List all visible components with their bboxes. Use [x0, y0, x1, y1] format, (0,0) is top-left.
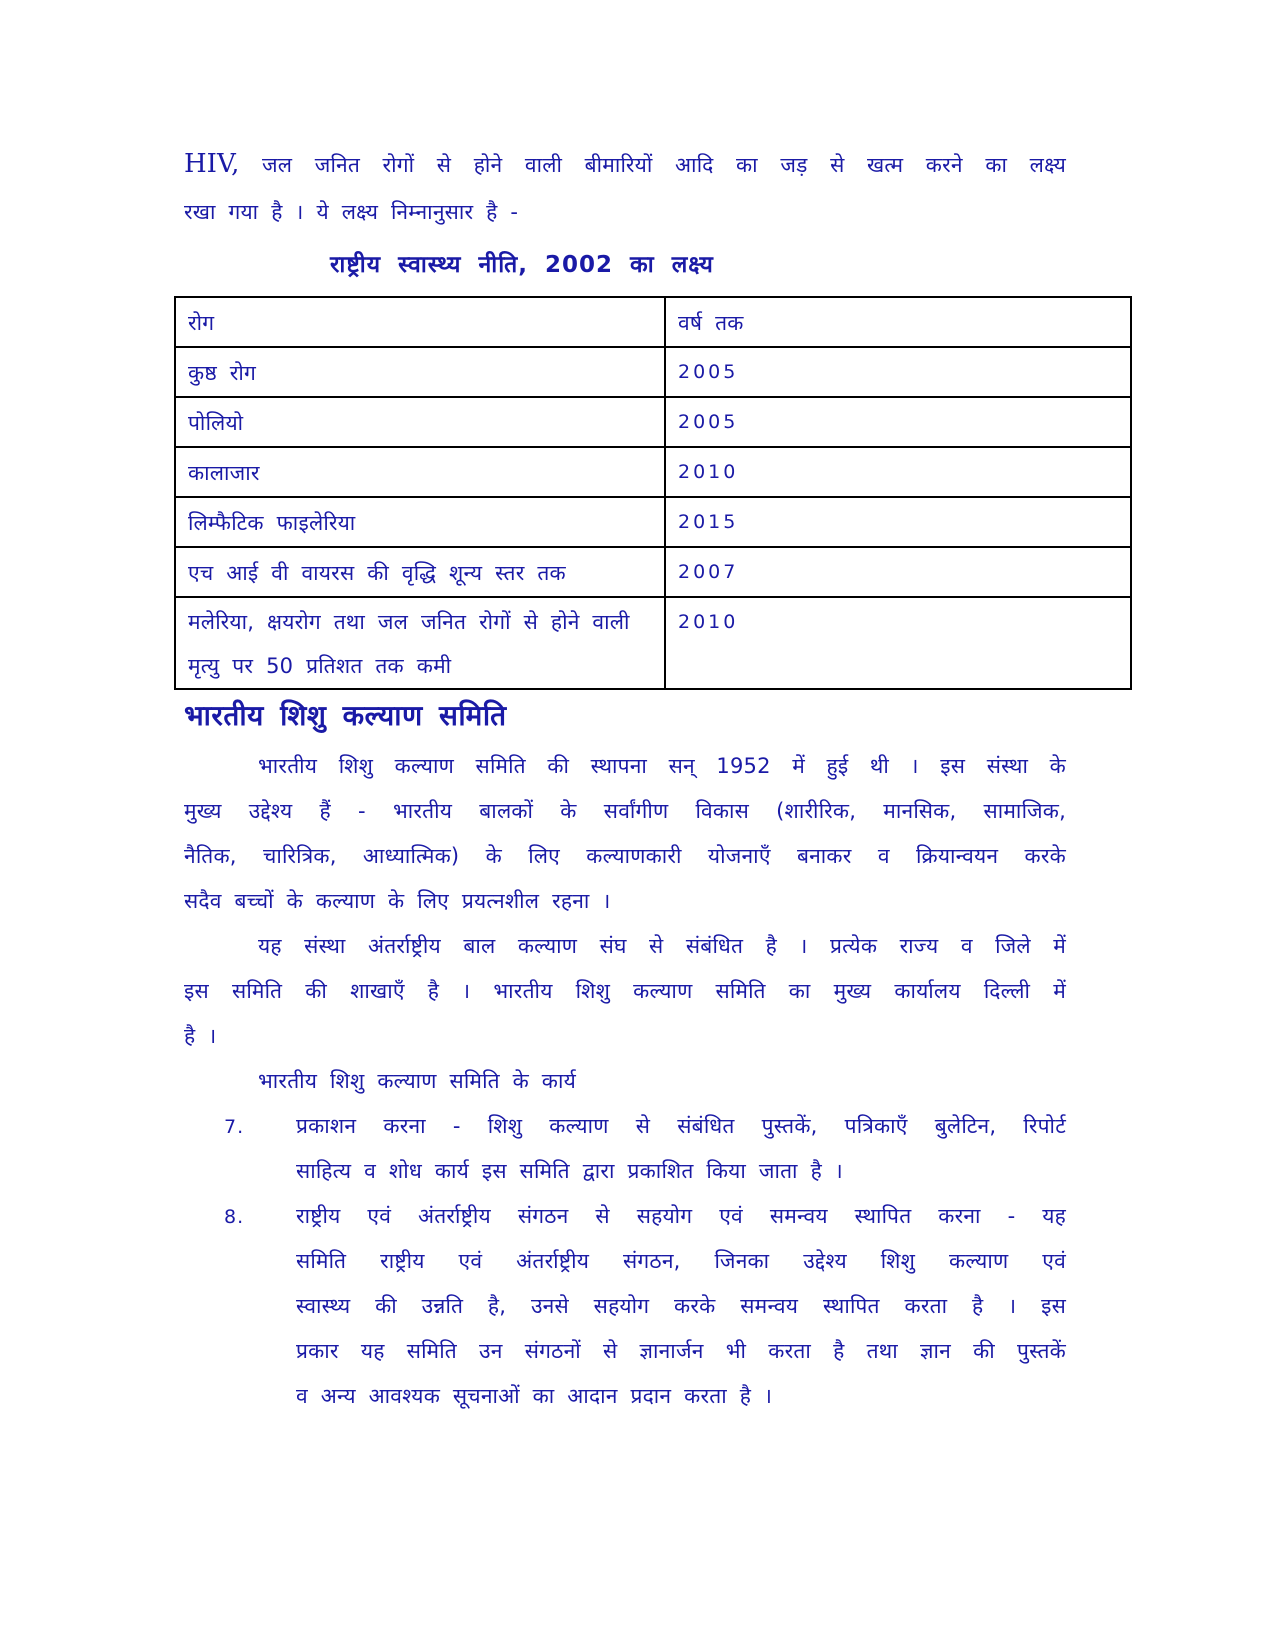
- list-item-line: साहित्य व शोध कार्य इस समिति द्वारा प्रकाशित किया जाता है ।: [296, 1159, 843, 1183]
- functions-heading: भारतीय शिशु कल्याण समिति के कार्य: [258, 1069, 576, 1093]
- table-cell-year: 2007: [665, 547, 1131, 597]
- table-row: [175, 597, 1131, 689]
- health-policy-table: [174, 296, 1132, 690]
- section-heading: भारतीय शिशु कल्याण समिति: [184, 699, 507, 732]
- table-cell-year: 2005: [665, 397, 1131, 447]
- intro-hiv: HIV,: [184, 149, 240, 179]
- table-row: [175, 347, 1131, 397]
- table-cell-disease: कुष्ठ रोग: [175, 347, 665, 397]
- table-row: [175, 447, 1131, 497]
- table-cell-year: 2010: [665, 597, 1131, 689]
- table-cell-disease: लिम्फैटिक फाइलेरिया: [175, 497, 665, 547]
- intro-line-2: रखा गया है । ये लक्ष्य निम्नानुसार है -: [184, 200, 519, 224]
- para2-line: यह संस्था अंतर्राष्ट्रीय बाल कल्याण संघ से संबंधित है । प्रत्येक राज्य व जिले में: [258, 934, 1066, 958]
- table-cell-disease: मलेरिया, क्षयरोग तथा जल जनित रोगों से होने वाली मृत्यु पर 50 प्रतिशत तक कमी: [175, 597, 665, 689]
- table-row: [175, 547, 1131, 597]
- para1-line: मुख्य उद्देश्य हैं - भारतीय बालकों के सर्वांगीण विकास (शारीरिक, मानसिक, सामाजिक,: [184, 799, 1066, 823]
- para2-line: है ।: [184, 1024, 217, 1048]
- table-cell-disease: पोलियो: [175, 397, 665, 447]
- list-item-line: प्रकार यह समिति उन संगठनों से ज्ञानार्जन भी करता है तथा ज्ञान की पुस्तकें: [296, 1339, 1066, 1363]
- table-cell-disease: कालाजार: [175, 447, 665, 497]
- list-item-line: राष्ट्रीय एवं अंतर्राष्ट्रीय संगठन से सहयोग एवं समन्वय स्थापित करना - यह: [296, 1204, 1066, 1228]
- table-cell-year: 2010: [665, 447, 1131, 497]
- para1-line: भारतीय शिशु कल्याण समिति की स्थापना सन् 1952 में हुई थी । इस संस्था के: [258, 754, 1066, 778]
- list-item-number: 7.: [224, 1116, 245, 1138]
- table-cell-year: 2015: [665, 497, 1131, 547]
- para1-line: नैतिक, चारित्रिक, आध्यात्मिक) के लिए कल्याणकारी योजनाएँ बनाकर व क्रियान्वयन करके: [184, 844, 1066, 868]
- para1-line: सदैव बच्चों के कल्याण के लिए प्रयत्नशील रहना ।: [184, 889, 611, 913]
- para2-line: इस समिति की शाखाएँ है । भारतीय शिशु कल्याण समिति का मुख्य कार्यालय दिल्ली में: [184, 979, 1066, 1003]
- list-item-number: 8.: [224, 1206, 245, 1228]
- table-header-row: [175, 297, 1131, 347]
- table-header-year: वर्ष तक: [665, 297, 1131, 347]
- list-item-line: प्रकाशन करना - शिशु कल्याण से संबंधित पुस्तकें, पत्रिकाएँ बुलेटिन, रिपोर्ट: [296, 1114, 1066, 1138]
- intro-line-1: [184, 150, 1066, 179]
- table-header-disease: रोग: [175, 297, 665, 347]
- table-row: [175, 397, 1131, 447]
- intro-line-1-text: जल जनित रोगों से होने वाली बीमारियों आदि का जड़ से खत्म करने का लक्ष्य: [262, 153, 1066, 177]
- table-cell-year: 2005: [665, 347, 1131, 397]
- list-item-line: समिति राष्ट्रीय एवं अंतर्राष्ट्रीय संगठन, जिनका उद्देश्य शिशु कल्याण एवं: [296, 1249, 1066, 1273]
- list-item-line: स्वास्थ्य की उन्नति है, उनसे सहयोग करके समन्वय स्थापित करता है । इस: [296, 1294, 1066, 1318]
- list-item-line: व अन्य आवश्यक सूचनाओं का आदान प्रदान करता है ।: [296, 1384, 773, 1408]
- table-row: [175, 497, 1131, 547]
- table-title: राष्ट्रीय स्वास्थ्य नीति, 2002 का लक्ष्य: [330, 252, 714, 278]
- table-cell-disease: एच आई वी वायरस की वृद्धि शून्य स्तर तक: [175, 547, 665, 597]
